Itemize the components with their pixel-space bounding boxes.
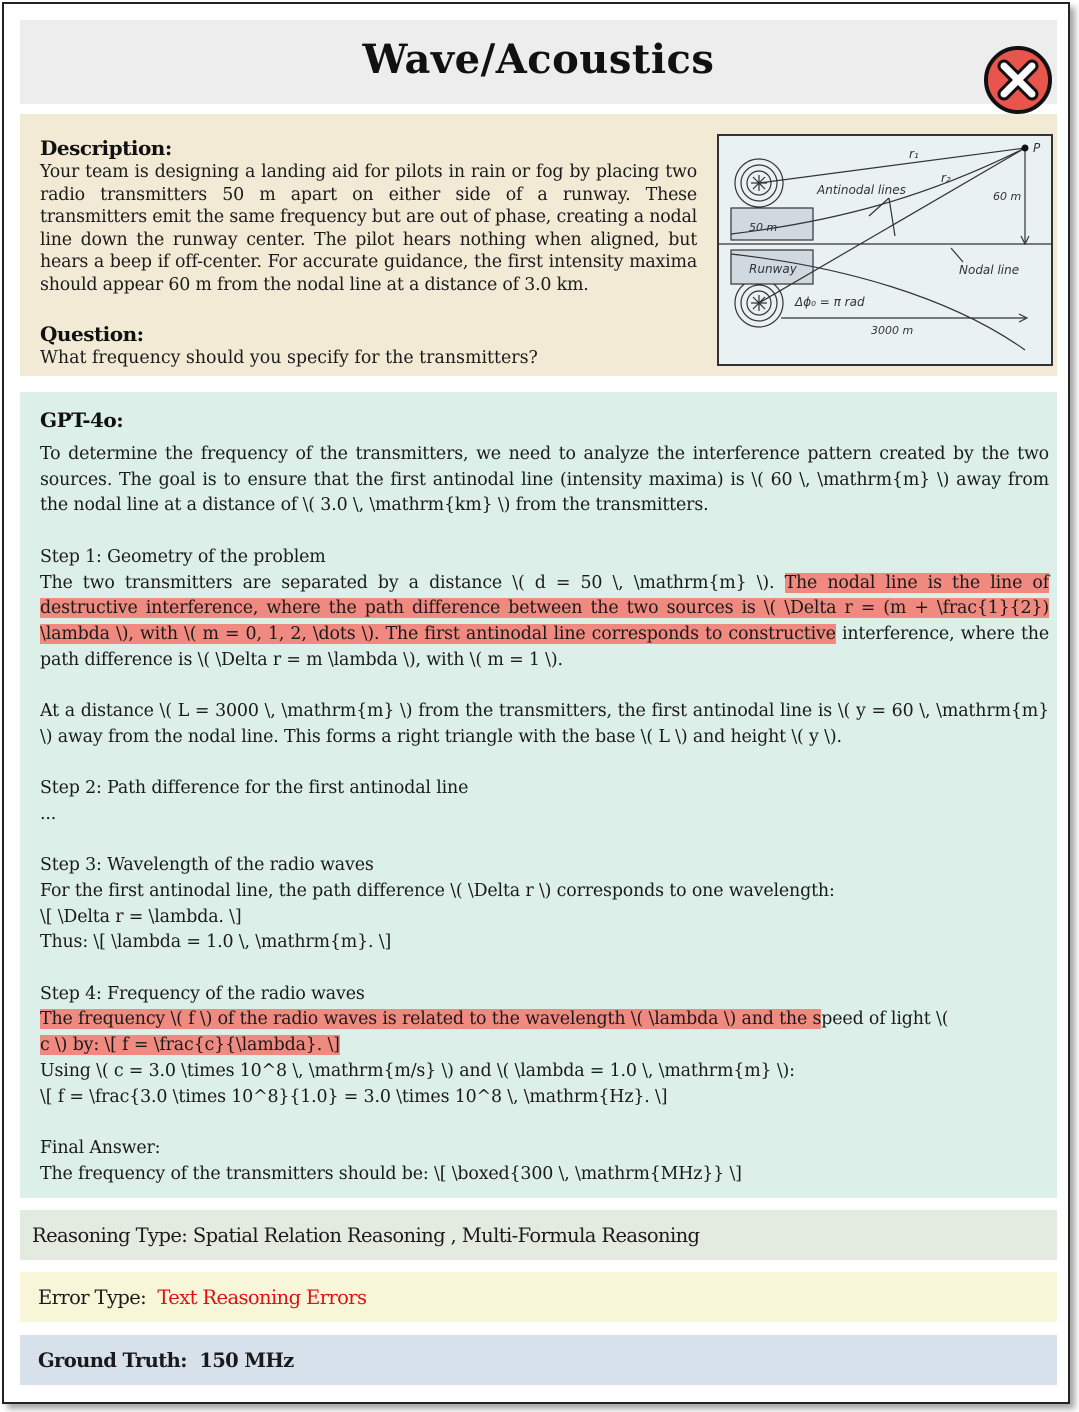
card-frame (2, 2, 1070, 1404)
ray-r1 (759, 148, 1025, 183)
final-body: The frequency of the transmitters should be: \[ \boxed{300 \, \mathrm{MHz}} \] (40, 1163, 742, 1184)
label-nodal: Nodal line (959, 263, 1020, 277)
problem-figure (717, 134, 1053, 366)
title-bar (20, 20, 1057, 104)
error-type-bar (20, 1272, 1057, 1322)
answer-intro: To determine the frequency of the transmitters, we need to analyze the interference pattern created by the two sources. The goal is to ensure that the first antinodal line (intensity maxima) is \( 60 \, \mathrm{m} \) away from the nodal line at a distance of \( 3.0 \, \mathrm{km} \) from the transmitters. (40, 444, 1049, 516)
question-heading: Question: (40, 322, 144, 346)
step4-title: Step 4: Frequency of the radio waves (40, 983, 365, 1004)
step3-text-c: Thus: \[ \lambda = 1.0 \, \mathrm{m}. \] (40, 932, 392, 953)
label-phase: Δϕ₀ = π rad (795, 295, 865, 309)
final-title: Final Answer: (40, 1137, 161, 1158)
nodal-leader (951, 248, 963, 262)
reasoning-type-bar (20, 1210, 1057, 1260)
error-type-value: Text Reasoning Errors (157, 1286, 367, 1309)
step3-text-b: \[ \Delta r = \lambda. \] (40, 906, 242, 927)
answer-heading: GPT-4o: (40, 408, 124, 432)
reasoning-type-value: Spatial Relation Reasoning , Multi-Formula Reasoning (192, 1224, 700, 1247)
ground-truth-label: Ground Truth: (38, 1349, 187, 1372)
description-heading: Description: (40, 136, 172, 160)
error-type-line (38, 1286, 366, 1309)
label-r2: r₂ (941, 171, 951, 185)
error-type-label: Error Type: (38, 1286, 147, 1309)
step1-title: Step 1: Geometry of the problem (40, 546, 326, 567)
step2-body: ... (40, 803, 57, 824)
step1-paragraph (40, 571, 1049, 674)
answer-body (40, 442, 1049, 1187)
label-r1: r₁ (909, 147, 919, 161)
reasoning-type-label: Reasoning Type: (32, 1224, 188, 1247)
antinodal-leader (869, 198, 895, 236)
point-p (1022, 145, 1029, 152)
reasoning-type-line (32, 1224, 699, 1247)
step1-text-b: interference, where the path difference is \( \Delta r = m \lambda \), with \( m = 1 \). (40, 623, 1049, 670)
ground-truth-value: 150 MHz (199, 1349, 294, 1372)
step4-text-c: \[ f = \frac{3.0 \times 10^8}{1.0} = 3.0 \times 10^8 \, \mathrm{Hz}. \] (40, 1086, 668, 1107)
page-title: Wave/Acoustics (362, 36, 715, 83)
ground-truth-line (38, 1349, 294, 1372)
step2-title: Step 2: Path difference for the first antinodal line (40, 778, 469, 799)
label-3000m: 3000 m (871, 324, 914, 337)
interference-diagram (719, 136, 1051, 364)
ground-truth-bar (20, 1335, 1057, 1385)
label-50m: 50 m (749, 221, 778, 234)
close-icon[interactable] (982, 44, 1054, 116)
label-p: P (1033, 141, 1041, 155)
step4-highlight-1: The frequency \( f \) of the radio waves is related to the wavelength \( \lambda \) and the s (40, 1009, 822, 1030)
step4-text-a: peed of light \( (821, 1009, 949, 1030)
step4-paragraph (40, 1007, 1049, 1058)
question-text: What frequency should you specify for the transmitters? (40, 348, 538, 368)
step3-title: Step 3: Wavelength of the radio waves (40, 855, 374, 876)
step4-text-b: Using \( c = 3.0 \times 10^8 \, \mathrm{m/s} \) and \( \lambda = 1.0 \, \mathrm{m} \): (40, 1060, 795, 1081)
step3-text-a: For the first antinodal line, the path difference \( \Delta r \) corresponds to one wavelength: (40, 880, 835, 901)
step1-text-a: The two transmitters are separated by a distance \( d = 50 \, \mathrm{m} \). (40, 572, 785, 593)
label-antinodal: Antinodal lines (817, 183, 906, 197)
description-text: Your team is designing a landing aid for pilots in rain or fog by placing two radio transmitters 50 m apart on either side of a runway. These transmitters emit the same frequency but are out of phase, creating a nodal line down the runway center. The pilot hears nothing when aligned, but hears a beep if off-center. For accurate guidance, the first intensity maxima should appear 60 m from the nodal line at a distance of 3.0 km. (40, 162, 698, 295)
answer-panel (20, 392, 1057, 1198)
step1-text-c: At a distance \( L = 3000 \, \mathrm{m} \) from the transmitters, the first antinodal line is \( y = 60 \, \mathrm{m} \) away from the nodal line. This forms a right triangle with the base \( L \) and height \( y \). (40, 701, 1049, 747)
step4-highlight-2: c \) by: \[ f = \frac{c}{\lambda}. \] (40, 1035, 340, 1056)
step1-highlight: The nodal line is the line of destructive interference, where the path difference between the two sources is \( \Delta r = (m + \frac{1}{2}) \lambda \), with \( m = 0, 1, 2, \dots \). The first antinodal line corresponds to constructive (40, 572, 1049, 644)
label-runway: Runway (749, 262, 797, 276)
label-60m: 60 m (993, 190, 1022, 203)
description-panel (20, 114, 1057, 376)
